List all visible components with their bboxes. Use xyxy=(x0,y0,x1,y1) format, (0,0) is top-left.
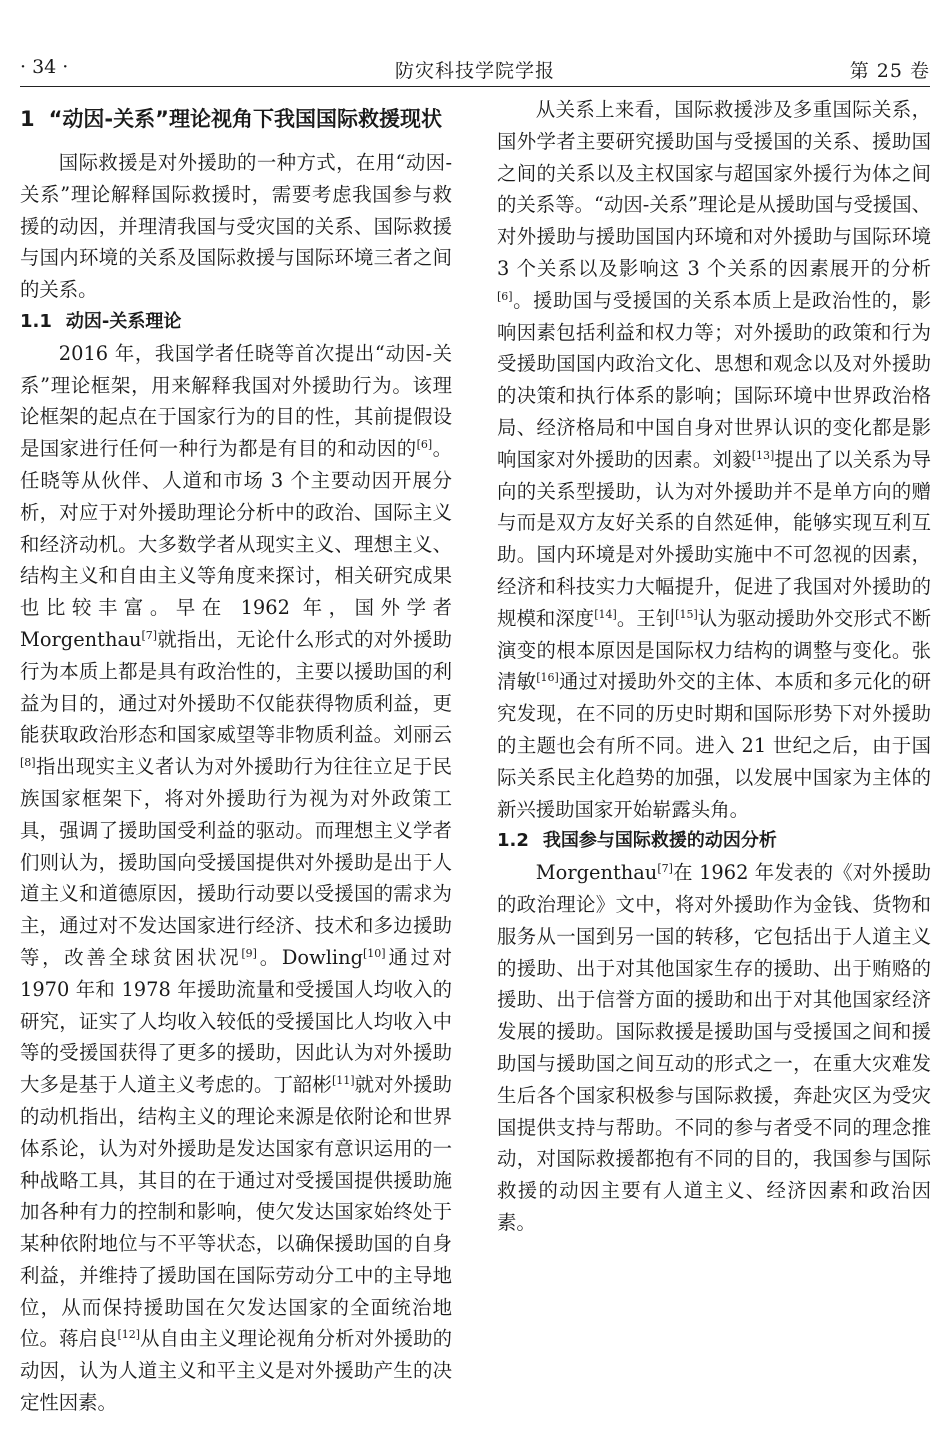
text-run: 。援助国与受援国的关系本质上是政治性的，影响因素包括利益和权力等；对外援助的政策和行为受援助国国内政治文化、思想和观念以及对外援助的决策和执行体系的影响；国际环境中世界政治格局、经济格局和中国自身对世界认识的变化都是影响国家对外援助的因素。刘毅 xyxy=(497,288,931,471)
citation: [15] xyxy=(675,607,698,621)
running-header xyxy=(20,48,930,88)
text-run: 2016 年，我国学者任晓等首次提出“动因-关系”理论框架，用来解释我国对外援助行为。该理论框架的起点在于国家行为的目的性，其前提假设是国家进行任何一种行为都是有目的和动因的 xyxy=(20,341,452,461)
left-column xyxy=(20,94,452,1419)
citation: [12] xyxy=(117,1328,141,1342)
citation: [14] xyxy=(594,607,617,621)
subsection-heading xyxy=(497,825,931,857)
citation: [16] xyxy=(536,671,559,685)
citation: [11] xyxy=(331,1074,355,1088)
subsection-heading xyxy=(20,306,452,338)
text-run: 。任晓等从伙伴、人道和市场 3 个主要动因开展分析，对应于对外援助理论分析中的政治、国际主义和经济动机。大多数学者从现实主义、理想主义、结构主义和自由主义等角度来探讨，相关研究成果也比较丰富。早在 1962 年，国外学者 Morgenthau xyxy=(20,437,453,651)
text-run: 从关系上来看，国际救援涉及多重国际关系，国外学者主要研究援助国与受援国的关系、援助国之间的关系以及主权国家与超国家外援行为体之间的关系等。“动因-关系”理论是从援助国与受援国、对外援助与援助国国内环境和对外援助与国际环境 3 个关系以及影响这 3 个关系的因素展开的分析 xyxy=(497,98,931,280)
text-run: 从自由主义理论视角分析对外援助的动因，认为人道主义和平主义是对外援助产生的决定性因素。 xyxy=(20,1327,453,1415)
subsection-number: 1.2 xyxy=(497,830,529,852)
citation: [7] xyxy=(141,628,158,642)
subsection-number: 1.1 xyxy=(20,310,52,332)
section-number: 1 xyxy=(20,107,35,131)
text-run: 通过对援助外交的主体、本质和多元化的研究发现，在不同的历史时期和国际形势下对外援助的主题也会有所不同。进入 21 世纪之后，由于国际关系民主化趋势的加强，以发展中国家为主体的新兴援助国家开始崭露头角。 xyxy=(497,670,932,821)
citation: [10] xyxy=(363,946,386,960)
text-run: 在 1962 年发表的《对外援助的政治理论》文中，将对外援助作为金钱、货物和服务从一国到另一国的转移，它包括出于人道主义的援助、出于对其他国家生存的援助、出于贿赂的援助、出于信誉方面的援助和出于对其他国家经济发展的援助。国际救援是援助国与受援国之间和援助国与援助国之间互动的形式之一，在重大灾难发生后各个国家积极参与国际救援，奔赴灾区为受灾国提供支持与帮助。不同的参与者受不同的理念推动，对国际救援都抱有不同的目的，我国参与国际救援的动因主要有人道主义、经济因素和政治因素。 xyxy=(497,861,931,1234)
volume-label: 第 25 卷 xyxy=(849,60,930,82)
body-paragraph xyxy=(497,94,931,825)
citation: [7] xyxy=(657,862,673,876)
body-paragraph xyxy=(20,338,452,1419)
citation: [13] xyxy=(751,448,775,462)
citation: [6] xyxy=(497,289,513,303)
text-run: 。Dowling xyxy=(256,945,363,969)
text-run: 通过对 1970 年和 1978 年援助流量和受援国人均收入的研究，证实了人均收入较低的受援国比人均收入中等的受援国获得了更多的援助，因此认为对外援助大多是基于人道主义考虑的。丁韶彬 xyxy=(20,945,453,1097)
intro-paragraph: 国际救援是对外援助的一种方式，在用“动因-关系”理论解释国际救援时，需要考虑我国参与救援的动因，并理清我国与受灾国的关系、国际救援与国内环境的关系及国际救援与国际环境三者之间的关系。 xyxy=(20,151,452,302)
text-run: 认为驱动援助外交形式不断演变的根本原因是国际权力结构的调整与变化。张清敏 xyxy=(497,606,932,694)
right-column xyxy=(497,94,931,1239)
journal-title: 防灾科技学院学报 xyxy=(394,60,555,82)
subsection-title: 我国参与国际救援的动因分析 xyxy=(542,830,777,852)
citation: [6] xyxy=(416,438,433,452)
citation: [8] xyxy=(20,756,36,770)
text-run: 就对外援助的动机指出，结构主义的理论来源是依附论和世界体系论，认为对外援助是发达国家有意识运用的一种战略工具，其目的在于通过对受援国提供援助施加各种有力的控制和影响，使欠发达国家始终处于某种依附地位与不平等状态，以确保援助国的自身利益，并维持了援助国在国际劳动分工中的主导地位，从而保持援助国在欠发达国家的全面统治地位。蒋启良 xyxy=(20,1073,453,1351)
text-run: Morgenthau xyxy=(535,861,658,885)
text-run: 。王钊 xyxy=(616,606,676,630)
text-run: 指出现实主义者认为对外援助行为往往立足于民族国家框架下，将对外援助行为视为对外政策工具，强调了援助国受利益的驱动。而理想主义学者们则认为，援助国向受援国提供对外援助是出于人道主义和道德原因，援助行动要以受援国的需求为主，通过对不发达国家进行经济、技术和多边援助等，改善全球贫困状况 xyxy=(20,755,452,969)
citation: [9] xyxy=(241,946,257,960)
section-title: “动因-关系”理论视角下我国国际救援现状 xyxy=(48,107,442,131)
section-heading xyxy=(20,102,452,137)
header-rule xyxy=(20,86,930,87)
subsection-title: 动因-关系理论 xyxy=(65,310,182,332)
page-number: · 34 · xyxy=(20,56,69,78)
text-run: 提出了以关系为导向的关系型援助，认为对外援助并不是单方向的赠与而是双方友好关系的自然延伸，能够实现互利互助。国内环境是对外援助实施中不可忽视的因素，经济和科技实力大幅提升，促进了我国对外援助的规模和深度 xyxy=(497,447,932,630)
text-run: 就指出，无论什么形式的对外援助行为本质上都是具有政治性的，主要以援助国的利益为目的，通过对外援助不仅能获得物质利益，更能获取政治形态和国家威望等非物质利益。刘丽云 xyxy=(20,627,452,747)
body-paragraph xyxy=(497,857,931,1239)
